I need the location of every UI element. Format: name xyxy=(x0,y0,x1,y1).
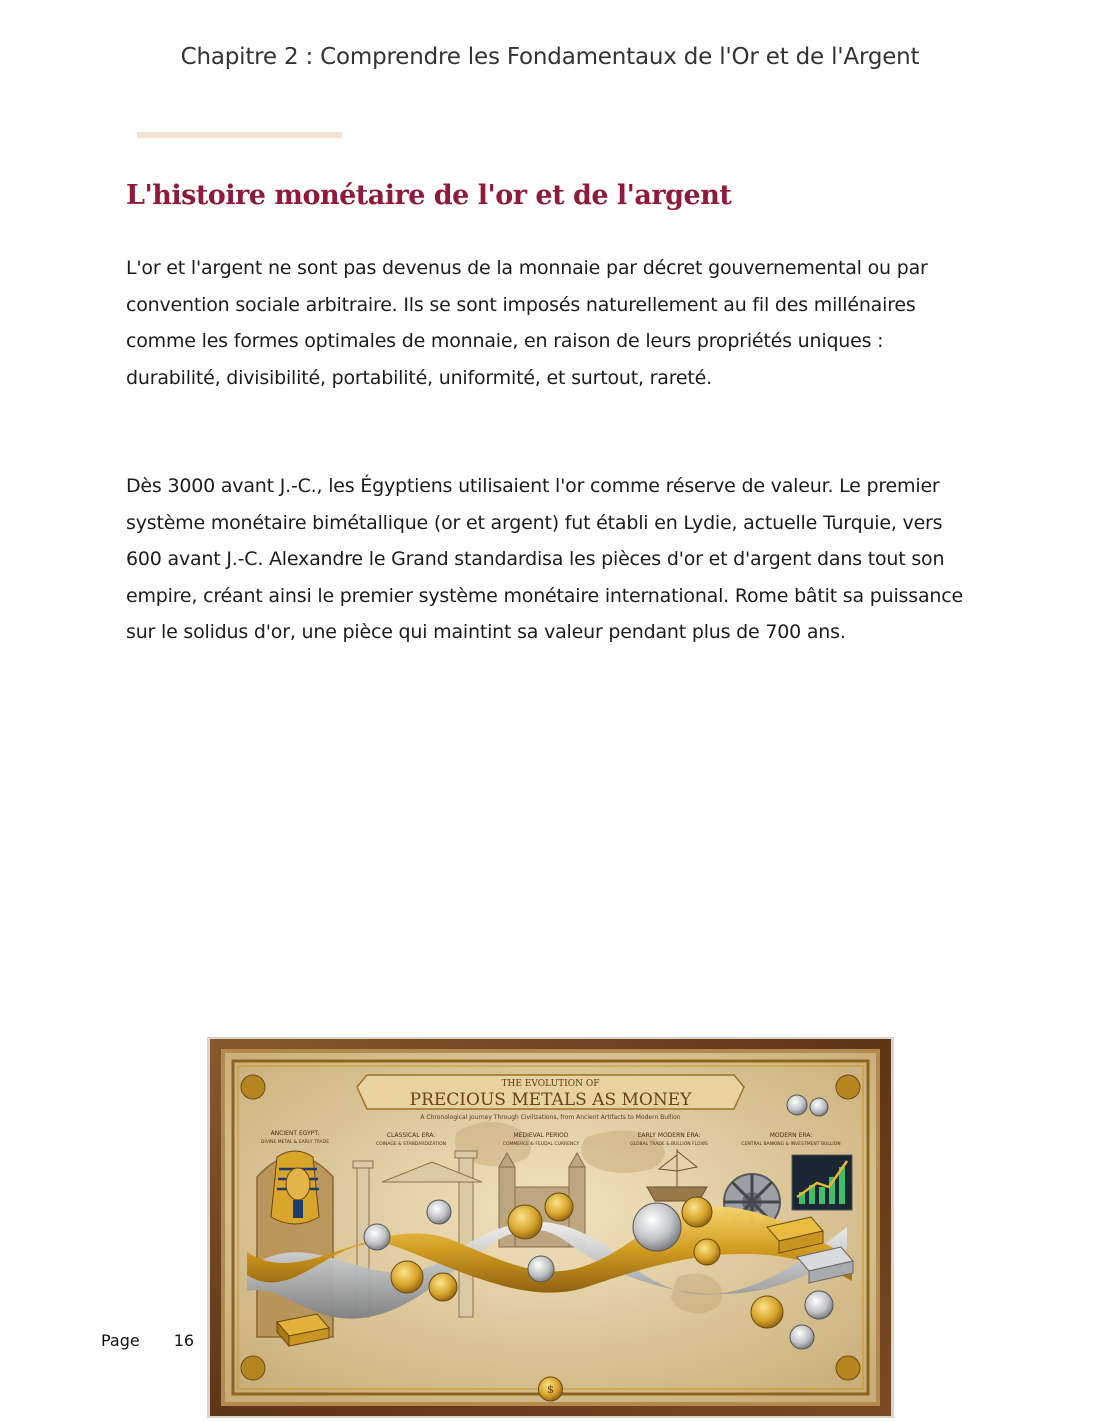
chapter-title: Chapitre 2 : Comprendre les Fondamentaux de l'Or et de l'Argent xyxy=(180,44,920,70)
era-label: CLASSICAL ERA: xyxy=(386,1132,436,1139)
page-number: 16 xyxy=(173,1331,195,1350)
era-label: EARLY MODERN ERA: xyxy=(637,1132,701,1139)
era-sub-label: CENTRAL BANKING & INVESTMENT BULLION xyxy=(741,1142,841,1147)
illustration-title-line1: THE EVOLUTION OF xyxy=(501,1079,600,1089)
growth-chart-icon xyxy=(792,1155,852,1210)
era-sub-label: COMMERCE & FEUDAL CURRENCY xyxy=(502,1142,580,1147)
body-paragraph: Dès 3000 avant J.-C., les Égyptiens utilisaient l'or comme réserve de valeur. Le premier système monétaire bimétallique (or et argent) fut établi en Lydie, actuelle Turquie, vers 600 avant J.-C. Alexandre le Grand standardisa les pièces d'or et d'argent dans tout son empire, créant ainsi le premier système monétaire international. Rome bâtit sa puissance sur le solidus d'or, une pièce qui maintint sa valeur pendant plus de 700 ans. xyxy=(126,475,963,643)
title-accent-bar xyxy=(137,132,342,138)
era-label: ANCIENT EGYPT: xyxy=(270,1130,320,1137)
section-title: L'histoire monétaire de l'or et de l'argent xyxy=(126,180,732,211)
illustration-subtitle: A Chronological Journey Through Civilizations, from Ancient Artifacts to Modern Bullion xyxy=(420,1114,681,1121)
era-label: MODERN ERA: xyxy=(769,1132,813,1139)
era-sub-label: GLOBAL TRADE & BULLION FLOWS xyxy=(630,1142,708,1147)
pharaoh-mask-icon xyxy=(271,1151,319,1224)
era-sub-label: COINAGE & STANDARDIZATION xyxy=(376,1142,446,1147)
svg-text:$: $ xyxy=(547,1383,554,1396)
era-label: MEDIEVAL PERIOD xyxy=(513,1132,569,1139)
page-footer xyxy=(101,1331,194,1350)
illustration-title-line2: PRECIOUS METALS AS MONEY xyxy=(409,1090,692,1110)
body-paragraph: L'or et l'argent ne sont pas devenus de la monnaie par décret gouvernemental ou par convention sociale arbitraire. Ils se sont imposés naturellement au fil des millénaires comme les formes optimales de monnaie, en raison de leurs propriétés uniques : durabilité, divisibilité, portabilité, uniformité, et surtout, rareté. xyxy=(126,257,928,389)
precious-metals-illustration xyxy=(207,1037,894,1418)
era-sub-label: DIVINE METAL & EARLY TRADE xyxy=(260,1140,330,1145)
page-label: Page xyxy=(101,1331,140,1350)
